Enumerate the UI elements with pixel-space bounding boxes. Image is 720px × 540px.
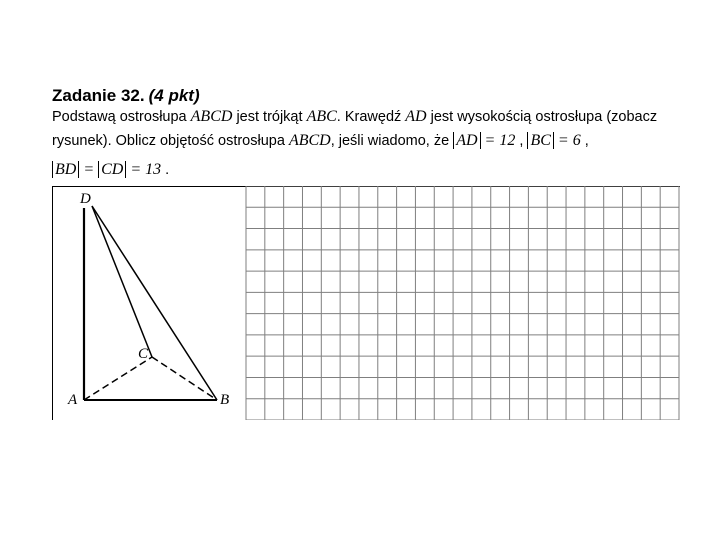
vertex-label-d: D: [80, 191, 91, 207]
math-ad-value: = 12: [480, 132, 516, 149]
abs-ad: [453, 132, 480, 149]
pyramid-figure: [52, 186, 680, 420]
math-ad: AD: [405, 108, 427, 125]
vertex-label-a: A: [68, 392, 78, 408]
text-segment: , jeśli wiadomo, że: [330, 133, 454, 149]
text-segment: rysunek). Oblicz objętość ostrosłupa: [52, 133, 289, 149]
text-segment: ,: [515, 133, 528, 149]
task-number: Zadanie 32.: [52, 86, 145, 105]
abs-bd: [52, 161, 79, 178]
edge-dc: [92, 206, 152, 357]
math-cd-value: = 13: [126, 161, 162, 178]
text-segment: jest trójkąt: [232, 109, 307, 125]
abs-bc: [527, 132, 553, 149]
task-text-line-1: [52, 107, 682, 127]
math-cd-label: CD: [101, 161, 124, 178]
math-equals: =: [79, 161, 99, 178]
text-segment: .: [161, 162, 170, 178]
math-bc-value: = 6: [553, 132, 581, 149]
math-bd-label: BD: [55, 161, 77, 178]
abs-cd: [98, 161, 126, 178]
math-abc: ABC: [306, 108, 337, 125]
edge-db: [92, 206, 217, 400]
vertex-label-b: B: [220, 392, 230, 408]
task-text-line-3: [52, 160, 682, 180]
text-segment: jest wysokością ostrosłupa (zobacz: [426, 109, 658, 125]
math-ad-label: AD: [456, 132, 478, 149]
task-points: (4 pkt): [148, 86, 200, 105]
answer-grid: [246, 186, 679, 420]
vertex-label-c: C: [138, 346, 149, 362]
math-abcd: ABCD: [288, 132, 331, 149]
text-segment: ,: [580, 133, 589, 149]
edge-cb: [152, 357, 217, 400]
task-text-line-2: [52, 131, 682, 151]
task-header: [52, 84, 692, 109]
edge-ac: [84, 357, 152, 400]
text-segment: . Krawędź: [336, 109, 406, 125]
figure-canvas: [52, 186, 680, 420]
math-abcd: ABCD: [190, 108, 233, 125]
math-bc-label: BC: [530, 132, 551, 149]
text-segment: Podstawą ostrosłupa: [52, 109, 191, 125]
